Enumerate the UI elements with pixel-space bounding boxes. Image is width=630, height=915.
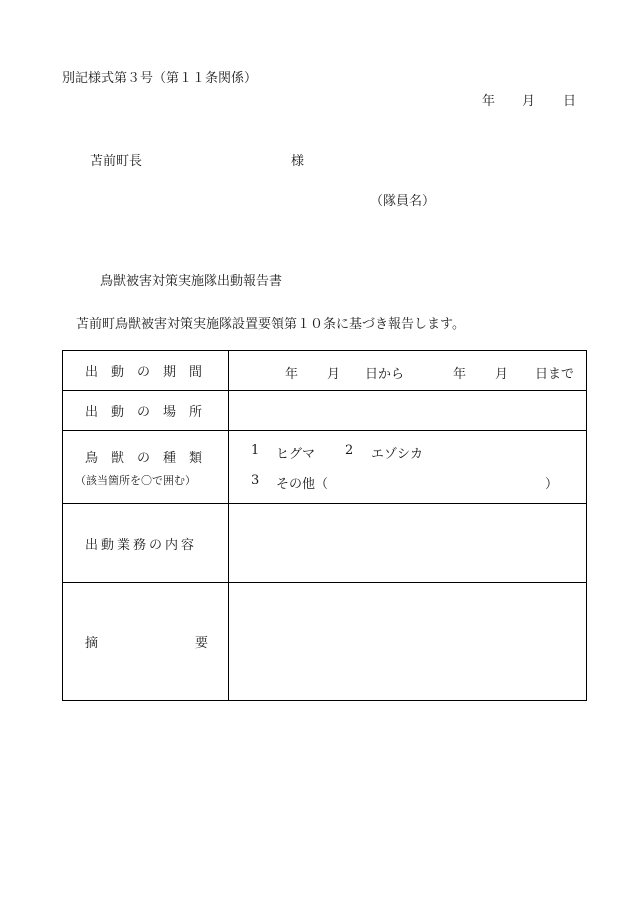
period-year2: 年 [453, 367, 467, 382]
summary-label [63, 632, 228, 651]
species-opt1-name[interactable]: ヒグマ [276, 447, 316, 462]
species-label-cell [63, 431, 229, 504]
document-title: 鳥獣被害対策実施隊出動報告書 [100, 274, 283, 289]
period-row [63, 351, 587, 391]
duties-value-cell[interactable] [229, 504, 587, 583]
species-value-cell [229, 431, 587, 504]
duties-label-cell [63, 504, 229, 583]
addressee-name: 苫前町長 [90, 154, 143, 169]
species-label: 鳥 獣 の 種 類 [85, 450, 203, 466]
date-day-label: 日 [563, 94, 577, 109]
duties-label: 出動業務の内容 [85, 537, 198, 553]
period-label: 出 動 の 期 間 [85, 365, 203, 380]
location-value-cell[interactable] [229, 391, 587, 431]
date-year-label: 年 [482, 94, 496, 109]
report-table [62, 350, 587, 701]
period-month1: 月 [327, 367, 341, 382]
location-label: 出 動 の 場 所 [85, 405, 203, 420]
date-month-label: 月 [522, 94, 536, 109]
period-label-cell [63, 351, 229, 391]
period-month2: 月 [495, 367, 509, 382]
species-opt2-name[interactable]: エゾシカ [371, 447, 424, 462]
summary-row [63, 583, 587, 701]
intro-text: 苫前町鳥獣被害対策実施隊設置要領第１０条に基づき報告します。 [76, 317, 465, 332]
period-day-to: 日まで [535, 367, 575, 382]
species-opt3-name[interactable]: その他（ [276, 477, 329, 492]
species-opt1-num: 1 [251, 443, 260, 458]
summary-label-right: 要 [194, 636, 208, 651]
summary-value-cell[interactable] [229, 583, 587, 701]
species-opt3-close: ） [545, 477, 559, 492]
location-label-cell [63, 391, 229, 431]
period-value-cell[interactable] [229, 351, 587, 391]
addressee-honorific: 様 [291, 154, 305, 169]
period-year1: 年 [285, 367, 299, 382]
species-row [63, 431, 587, 504]
summary-label-cell [63, 583, 229, 701]
duties-row [63, 504, 587, 583]
summary-label-left: 摘 [85, 636, 99, 651]
member-name-label: （隊員名） [370, 194, 436, 209]
species-opt3-num: 3 [251, 473, 260, 488]
form-number: 別記様式第３号（第１１条関係） [62, 71, 258, 86]
species-sublabel: （該当箇所を〇で囲む） [75, 473, 196, 487]
period-day-from: 日から [365, 367, 405, 382]
species-opt2-num: 2 [345, 443, 354, 458]
location-row [63, 391, 587, 431]
